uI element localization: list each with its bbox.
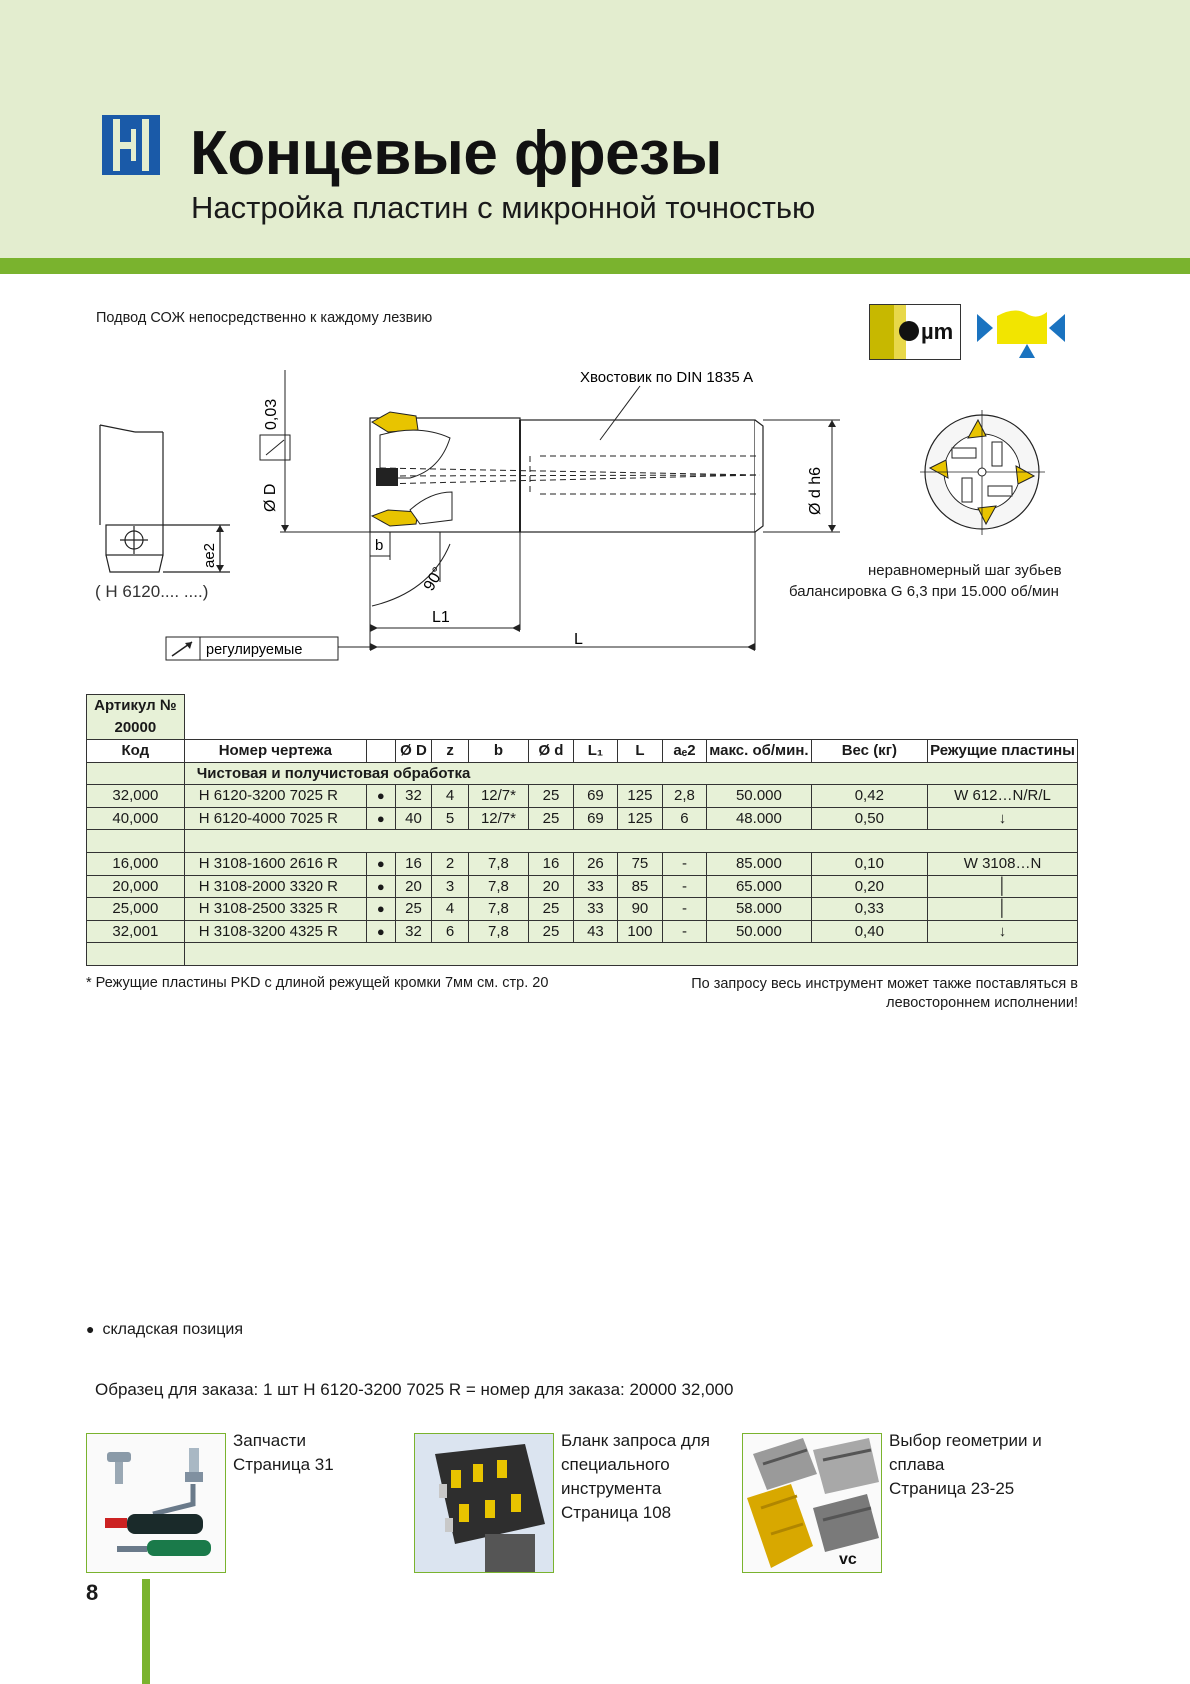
col-D: Ø D <box>395 740 432 763</box>
insert-geometry-icon <box>743 1434 882 1573</box>
cell-d: 25 <box>529 785 574 808</box>
cutting-profile-icon <box>975 304 1067 360</box>
table-row <box>87 898 1078 921</box>
card-page-link[interactable]: Страница 108 <box>561 1503 672 1522</box>
diameter-d-label: Ø d h6 <box>807 466 824 515</box>
card-line: Запчасти <box>233 1431 307 1450</box>
article-number: 20000 <box>114 719 157 736</box>
cell-code: 40,000 <box>87 807 185 830</box>
adjustable-label: регулируемые <box>206 642 303 658</box>
cell-rpm: 50.000 <box>707 785 811 808</box>
card-spare-parts[interactable] <box>233 1429 334 1477</box>
cell-ae2: 6 <box>662 807 707 830</box>
L-label: L <box>574 631 583 648</box>
cell-code: 25,000 <box>87 898 185 921</box>
article-label: Артикул № <box>94 697 177 714</box>
cell-weight: 0,40 <box>811 920 927 943</box>
page-subtitle: Настройка пластин с микронной точностью <box>191 190 816 225</box>
cell-rpm: 48.000 <box>707 807 811 830</box>
cell-weight: 0,20 <box>811 875 927 898</box>
col-ae2: aₑ2 <box>662 740 707 763</box>
micron-adjust-icon <box>869 304 961 360</box>
cell-rpm: 50.000 <box>707 920 811 943</box>
cell-z: 5 <box>432 807 468 830</box>
cell-ae2: - <box>662 920 707 943</box>
cell-z: 3 <box>432 875 468 898</box>
brand-logo-icon <box>102 115 160 175</box>
card-line: специального <box>561 1455 670 1474</box>
cell-b: 7,8 <box>468 852 528 875</box>
stock-dot: ● <box>366 898 395 921</box>
technical-drawing <box>80 360 1100 680</box>
page-number: 8 <box>86 1580 99 1605</box>
cell-d: 25 <box>529 807 574 830</box>
cell-weight: 0,10 <box>811 852 927 875</box>
footnote: * Режущие пластины PKD с длиной режущей кромки 7мм см. стр. 20 <box>86 975 549 991</box>
header-accent-bar <box>0 258 1190 274</box>
cell-L: 125 <box>618 785 663 808</box>
cell-drawing: H 3108-3200 4325 R <box>184 920 366 943</box>
col-weight: Вес (кг) <box>811 740 927 763</box>
stock-dot: ● <box>366 875 395 898</box>
section-title: Чистовая и получистовая обработка <box>184 762 1077 785</box>
stock-dot: ● <box>366 785 395 808</box>
cell-code: 16,000 <box>87 852 185 875</box>
cell-b: 7,8 <box>468 920 528 943</box>
table-row <box>87 807 1078 830</box>
cell-L1: 43 <box>573 920 617 943</box>
card-line: Бланк запроса для <box>561 1431 710 1450</box>
tolerance-label: 0,03 <box>263 398 280 430</box>
ae2-label: ae2 <box>201 542 218 568</box>
shank-label: Хвостовик по DIN 1835 A <box>580 369 754 386</box>
col-d: Ø d <box>529 740 574 763</box>
cell-drawing: H 6120-4000 7025 R <box>184 807 366 830</box>
cell-code: 32,000 <box>87 785 185 808</box>
article-header <box>87 695 185 740</box>
cell-rpm: 65.000 <box>707 875 811 898</box>
col-z: z <box>432 740 468 763</box>
cell-z: 4 <box>432 898 468 921</box>
cell-drawing: H 6120-3200 7025 R <box>184 785 366 808</box>
cell-D: 20 <box>395 875 432 898</box>
cell-z: 4 <box>432 785 468 808</box>
cell-d: 25 <box>529 898 574 921</box>
geometry-image[interactable] <box>742 1433 882 1573</box>
cell-D: 32 <box>395 920 432 943</box>
insert-reference: ( H 6120.... ....) <box>95 582 209 601</box>
col-drawing: Номер чертежа <box>184 740 366 763</box>
cell-b: 7,8 <box>468 898 528 921</box>
L1-label: L1 <box>432 609 450 626</box>
cell-L: 100 <box>618 920 663 943</box>
cell-weight: 0,33 <box>811 898 927 921</box>
stock-dot: ● <box>366 852 395 875</box>
cell-b: 12/7* <box>468 785 528 808</box>
cell-ae2: 2,8 <box>662 785 707 808</box>
cell-L1: 33 <box>573 875 617 898</box>
spare-parts-icon <box>87 1434 226 1573</box>
col-stock <box>366 740 395 763</box>
stock-legend-text: складская позиция <box>102 1321 243 1338</box>
page-accent-bar <box>142 1579 150 1684</box>
cell-inserts: W 612…N/R/L <box>928 785 1078 808</box>
continuation-line-icon: │ <box>997 877 1008 895</box>
cell-d: 16 <box>529 852 574 875</box>
cell-code: 20,000 <box>87 875 185 898</box>
col-code: Код <box>87 740 185 763</box>
cell-L1: 69 <box>573 807 617 830</box>
cell-rpm: 58.000 <box>707 898 811 921</box>
cell-z: 2 <box>432 852 468 875</box>
spacer-row <box>87 830 1078 853</box>
cell-ae2: - <box>662 852 707 875</box>
card-page-link[interactable]: Страница 31 <box>233 1455 334 1474</box>
card-line: инструмента <box>561 1479 662 1498</box>
table-header-row <box>87 740 1078 763</box>
cell-L1: 26 <box>573 852 617 875</box>
order-example: Образец для заказа: 1 шт H 6120-3200 7025 R = номер для заказа: 20000 32,000 <box>95 1380 734 1399</box>
cell-weight: 0,42 <box>811 785 927 808</box>
table-row <box>87 785 1078 808</box>
table-row <box>87 852 1078 875</box>
cell-b: 7,8 <box>468 875 528 898</box>
cell-L1: 33 <box>573 898 617 921</box>
cell-ae2: - <box>662 898 707 921</box>
stock-dot: ● <box>366 807 395 830</box>
diameter-D-label: Ø D <box>262 483 279 512</box>
section-row <box>87 762 1078 785</box>
cell-rpm: 85.000 <box>707 852 811 875</box>
cell-drawing: H 3108-1600 2616 R <box>184 852 366 875</box>
stock-dot: ● <box>366 920 395 943</box>
col-L: L <box>618 740 663 763</box>
cell-D: 40 <box>395 807 432 830</box>
col-b: b <box>468 740 528 763</box>
cell-D: 32 <box>395 785 432 808</box>
stock-legend <box>86 1321 243 1339</box>
cell-inserts-arrow: ↓ <box>928 920 1078 943</box>
left-hand-note: По запросу весь инструмент может также поставляться в левостороннем исполнении! <box>691 976 1078 1011</box>
spacer-row <box>87 943 1078 966</box>
cell-D: 16 <box>395 852 432 875</box>
cell-inserts-line <box>928 898 1078 921</box>
cell-ae2: - <box>662 875 707 898</box>
cell-L: 125 <box>618 807 663 830</box>
angle-label: 90° <box>420 564 448 594</box>
balance-note: балансировка G 6,3 при 15.000 об/мин <box>789 583 1059 600</box>
cell-drawing: H 3108-2000 3320 R <box>184 875 366 898</box>
cell-drawing: H 3108-2500 3325 R <box>184 898 366 921</box>
col-inserts: Режущие пластины <box>928 740 1078 763</box>
cell-L: 85 <box>618 875 663 898</box>
vc-label: vc <box>839 1551 857 1568</box>
cell-d: 20 <box>529 875 574 898</box>
um-text: µm <box>921 319 954 344</box>
page-title: Концевые фрезы <box>190 119 722 188</box>
cell-code: 32,001 <box>87 920 185 943</box>
cell-z: 6 <box>432 920 468 943</box>
cell-inserts: W 3108…N <box>928 852 1078 875</box>
cell-L: 90 <box>618 898 663 921</box>
specification-table <box>86 694 1078 966</box>
card-page-link[interactable]: Страница 23-25 <box>889 1479 1015 1498</box>
pitch-note: неравномерный шаг зубьев <box>868 562 1062 579</box>
card-line: Выбор геометрии и <box>889 1431 1042 1450</box>
cell-d: 25 <box>529 920 574 943</box>
milling-cutter-icon <box>415 1434 554 1573</box>
cell-b: 12/7* <box>468 807 528 830</box>
card-request-form[interactable] <box>561 1429 710 1525</box>
continuation-line-icon: │ <box>997 900 1008 918</box>
card-geometry[interactable] <box>889 1429 1042 1501</box>
special-tool-image[interactable] <box>414 1433 554 1573</box>
stock-dot-icon: ● <box>86 1321 95 1337</box>
cell-D: 25 <box>395 898 432 921</box>
col-L1: L₁ <box>573 740 617 763</box>
table-row <box>87 920 1078 943</box>
coolant-note: Подвод СОЖ непосредственно к каждому лезвию <box>96 310 433 326</box>
cell-L: 75 <box>618 852 663 875</box>
spare-parts-image[interactable] <box>86 1433 226 1573</box>
cell-weight: 0,50 <box>811 807 927 830</box>
table-row <box>87 875 1078 898</box>
cell-L1: 69 <box>573 785 617 808</box>
card-line: сплава <box>889 1455 945 1474</box>
col-rpm: макс. об/мин. <box>707 740 811 763</box>
cell-inserts-arrow: ↓ <box>928 807 1078 830</box>
cell-inserts-line <box>928 875 1078 898</box>
b-label: b <box>375 537 384 554</box>
